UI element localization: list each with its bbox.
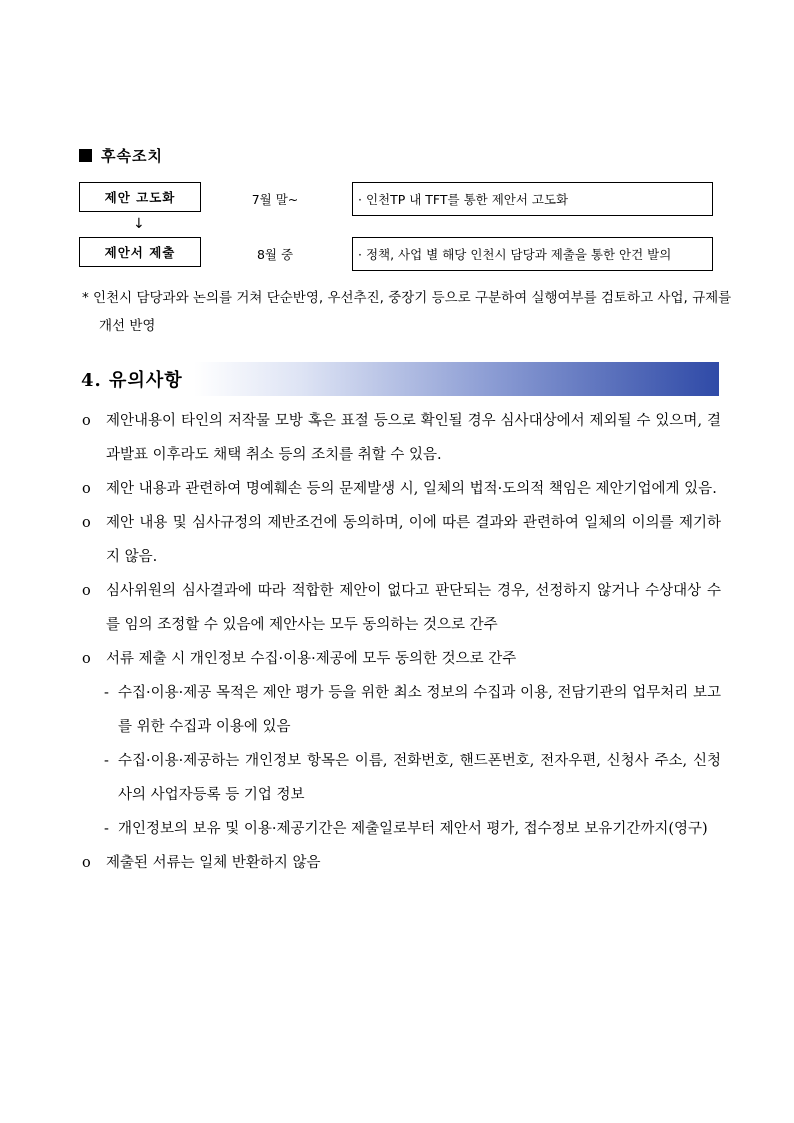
dash-icon: -: [104, 753, 109, 769]
follow-up-heading: [79, 145, 163, 166]
step-timing: 7월 말~: [251, 192, 299, 207]
list-item-text: 서류 제출 시 개인정보 수집·이용·제공에 모두 동의한 것으로 간주: [106, 651, 517, 667]
bullet-icon: o: [82, 413, 91, 429]
list-item-text: 제안 내용 및 심사규정의 제반조건에 동의하며, 이에 따른 결과와 관련하여 일체의 이의를 제기하지 않음.: [106, 515, 721, 565]
sub-list-item: [79, 744, 721, 812]
list-item: [79, 404, 721, 472]
section-title: 4. 유의사항: [81, 370, 183, 391]
bullet-icon: o: [82, 515, 91, 531]
list-item-text: 제안내용이 타인의 저작물 모방 혹은 표절 등으로 확인될 경우 심사대상에서 제외될 수 있으며, 결과발표 이후라도 채택 취소 등의 조치를 취할 수 있음.: [106, 413, 721, 463]
list-item: [79, 472, 721, 506]
dash-icon: -: [104, 685, 109, 701]
notice-list: [79, 404, 721, 880]
list-item-text: 제출된 서류는 일체 반환하지 않음: [106, 855, 321, 871]
square-bullet-icon: [79, 149, 92, 162]
section-header: [79, 362, 719, 396]
list-item: [79, 574, 721, 642]
list-item: [79, 506, 721, 574]
down-arrow-icon: ↓: [133, 216, 145, 232]
step-description: · 정책, 사업 별 해당 인천시 담당과 제출을 통한 안건 발의: [352, 237, 713, 271]
dash-icon: -: [104, 821, 109, 837]
bullet-icon: o: [82, 481, 91, 497]
follow-up-title: 후속조치: [101, 147, 163, 165]
list-item-text: 제안 내용과 관련하여 명예훼손 등의 문제발생 시, 일체의 법적·도의적 책임은 제안기업에게 있음.: [106, 481, 717, 497]
follow-up-note: * 인천시 담당과와 논의를 거쳐 단순반영, 우선추진, 중장기 등으로 구분하여 실행여부를 검토하고 사업, 규제를 개선 반영: [82, 290, 732, 334]
sub-list-item-text: 수집·이용·제공 목적은 제안 평가 등을 위한 최소 정보의 수집과 이용, 전담기관의 업무처리 보고를 위한 수집과 이용에 있음: [118, 685, 721, 735]
sub-list-item-text: 수집·이용·제공하는 개인정보 항목은 이름, 전화번호, 핸드폰번호, 전자우편, 신청사 주소, 신청사의 사업자등록 등 기업 정보: [118, 753, 721, 803]
step-description: · 인천TP 내 TFT를 통한 제안서 고도화: [352, 182, 713, 216]
list-item: [79, 642, 721, 676]
step-timing: 8월 중: [256, 247, 294, 262]
bullet-icon: o: [82, 651, 91, 667]
step-box-submission: 제안서 제출: [79, 237, 201, 267]
bullet-icon: o: [82, 855, 91, 871]
list-item-text: 심사위원의 심사결과에 따라 적합한 제안이 없다고 판단되는 경우, 선정하지 않거나 수상대상 수를 임의 조정할 수 있음에 제안사는 모두 동의하는 것으로 간주: [106, 583, 721, 633]
sub-list-item: [79, 812, 721, 846]
list-item: [79, 846, 721, 880]
sub-list-item: [79, 676, 721, 744]
step-box-enhancement: 제안 고도화: [79, 182, 201, 212]
bullet-icon: o: [82, 583, 91, 599]
sub-list-item-text: 개인정보의 보유 및 이용·제공기간은 제출일로부터 제안서 평가, 접수정보 보유기간까지(영구): [118, 821, 708, 837]
